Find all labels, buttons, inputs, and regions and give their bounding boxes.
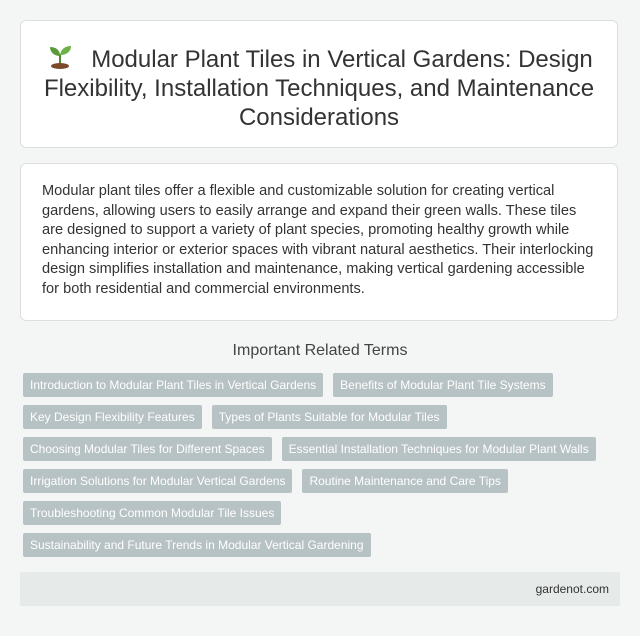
title-card	[20, 20, 618, 148]
seedling-icon	[45, 43, 75, 69]
related-term-tag[interactable]: Key Design Flexibility Features	[23, 405, 202, 429]
footer-site-link[interactable]: gardenot.com	[535, 582, 609, 596]
summary-text: Modular plant tiles offer a flexible and customizable solution for creating vertical gardens, allowing users to easily arrange and expand their green walls. These tiles are designed to support a variety of plant species, promoting healthy growth while enhancing interior or exterior spaces with vibrant natural aesthetics. Their interlocking design simplifies installation and maintenance, making vertical gardening accessible for both residential and commercial environments.	[42, 183, 594, 297]
page-title	[41, 43, 597, 132]
related-term-tag[interactable]: Routine Maintenance and Care Tips	[302, 469, 507, 493]
related-term-tag[interactable]: Types of Plants Suitable for Modular Tiles	[212, 405, 447, 429]
related-term-tag[interactable]: Introduction to Modular Plant Tiles in Vertical Gardens	[23, 373, 323, 397]
related-term-tag[interactable]: Choosing Modular Tiles for Different Spaces	[23, 437, 272, 461]
related-term-tag[interactable]: Benefits of Modular Plant Tile Systems	[333, 373, 552, 397]
summary-card	[20, 163, 618, 321]
related-term-tag[interactable]: Sustainability and Future Trends in Modular Vertical Gardening	[23, 533, 371, 557]
related-term-tag[interactable]: Irrigation Solutions for Modular Vertical Gardens	[23, 469, 292, 493]
related-term-tag[interactable]: Troubleshooting Common Modular Tile Issues	[23, 501, 281, 525]
related-term-tag[interactable]: Essential Installation Techniques for Modular Plant Walls	[282, 437, 596, 461]
related-terms-heading: Important Related Terms	[232, 342, 408, 359]
related-terms-list	[23, 373, 623, 557]
page-title-text: Modular Plant Tiles in Vertical Gardens: Design Flexibility, Installation Techniques, and Maintenance Considerations	[43, 46, 595, 131]
footer	[20, 572, 620, 606]
